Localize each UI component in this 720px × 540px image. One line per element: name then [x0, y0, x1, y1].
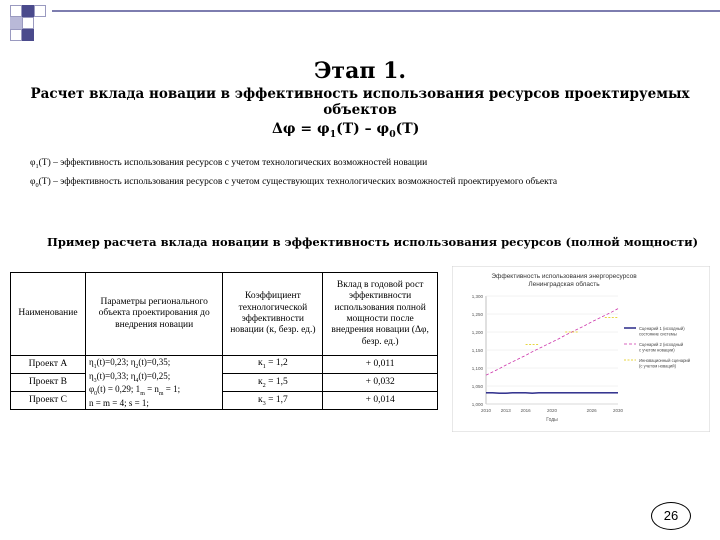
- y-tick-label: 1,100: [471, 366, 483, 371]
- example-heading: Пример расчета вклада новации в эффективность использования ресурсов (полной мощности): [47, 235, 699, 249]
- formula-sub-1: 1: [329, 128, 337, 140]
- formula-mid: (T) – φ: [336, 121, 390, 137]
- coefficient-cell: $к_2 = 1,5$: [223, 374, 323, 392]
- param-line: $\varphi_0(t) = 0,29$; $1_m = n_m = 1$;: [88, 384, 181, 398]
- legend-label: состояние системы: [639, 331, 677, 337]
- column-header: Коэффициент технологической эффективности новации (к, безр. ед.): [223, 273, 323, 356]
- y-tick-label: 1,000: [471, 402, 483, 407]
- table-row: [11, 356, 438, 374]
- corner-square-decoration: [10, 5, 22, 17]
- slide-subtitle: Расчет вклада новации в эффективность использования ресурсов проектируемых объектов: [30, 86, 690, 118]
- column-header: Параметры регионального объекта проектирования до внедрения новации: [85, 273, 223, 356]
- formula-end: (T): [395, 121, 420, 137]
- coefficient-cell: $к_1 = 1,2$: [223, 356, 323, 374]
- chart-title-line: Ленинградская область: [528, 281, 600, 288]
- corner-square-decoration: [34, 5, 46, 17]
- column-header: Вклад в годовой рост эффективности использования полной мощности после внедрения новации (Δφ, безр. ед.): [323, 273, 438, 356]
- param-line: n = m = 4; s = 1;: [88, 397, 149, 408]
- table-header-row: [11, 273, 438, 356]
- legend-label: с учетом новации): [639, 347, 675, 353]
- effect-cell: + 0,032: [323, 374, 438, 392]
- effect-cell: + 0,014: [323, 392, 438, 410]
- y-tick-label: 1,300: [471, 294, 483, 299]
- legend-label: Сценарий 1 (исходный): [639, 326, 685, 331]
- x-tick-label: 2020: [546, 408, 558, 413]
- y-tick-label: 1,050: [471, 384, 483, 389]
- delta-formula: [272, 121, 419, 140]
- legend-label: (с учетом новаций): [639, 363, 676, 369]
- legend-label: Сценарий 2 (исходный: [639, 342, 684, 347]
- formula-sub-0: 0: [389, 128, 396, 140]
- chart-title-line: Эффективность использования энергоресурсов: [491, 273, 637, 280]
- x-tick-label: 2026: [586, 408, 597, 413]
- project-name: Проект A: [11, 356, 86, 374]
- project-parameters: [85, 356, 223, 410]
- project-name: Проект B: [11, 374, 86, 392]
- x-tick-label: 2030: [612, 408, 624, 413]
- formula-lhs: Δφ = φ: [272, 121, 330, 137]
- page-number: 26: [663, 508, 679, 523]
- x-axis-label: Годы: [546, 417, 558, 423]
- y-tick-label: 1,200: [471, 330, 483, 335]
- x-tick-label: 2013: [500, 408, 511, 413]
- definition-symbol: φ: [30, 177, 36, 187]
- definition-phi0: [30, 177, 557, 189]
- effect-cell: + 0,011: [323, 356, 438, 374]
- coefficient-cell: $к_3 = 1,7$: [223, 392, 323, 410]
- param-line: $\eta_1(t)=0,23$; $\eta_2(t)=0,35$;: [88, 357, 171, 370]
- x-tick-label: 2010: [480, 408, 492, 413]
- project-name: Проект C: [11, 392, 86, 410]
- x-tick-label: 2016: [520, 408, 531, 413]
- projects-table: [10, 272, 438, 410]
- corner-square-decoration: [10, 29, 22, 41]
- table-row: [11, 374, 438, 392]
- slide-title: Этап 1.: [313, 58, 407, 84]
- definition-phi1: [30, 158, 427, 170]
- top-divider: [52, 10, 720, 12]
- definition-subscript: 0: [35, 181, 39, 189]
- param-line: $\eta_3(t)=0,33$; $\eta_4(t)=0,25$;: [88, 370, 171, 384]
- corner-square-decoration: [10, 17, 22, 29]
- definition-subscript: 1: [35, 162, 39, 170]
- definition-symbol: φ: [30, 158, 36, 168]
- corner-square-decoration: [22, 5, 34, 17]
- y-tick-label: 1,150: [471, 348, 483, 353]
- efficiency-chart: [452, 266, 710, 432]
- y-tick-label: 1,250: [471, 312, 483, 317]
- column-header: Наименование: [11, 273, 86, 356]
- table-row: [11, 392, 438, 410]
- corner-square-decoration: [22, 17, 34, 29]
- corner-square-decoration: [22, 29, 34, 41]
- legend-label: Инновационный сценарий: [639, 358, 691, 363]
- definition-text: (T) – эффективность использования ресурсов с учетом существующих технологических возможностей проектируемого объекта: [38, 177, 558, 187]
- definition-text: (T) – эффективность использования ресурсов с учетом технологических возможностей новации: [38, 158, 428, 168]
